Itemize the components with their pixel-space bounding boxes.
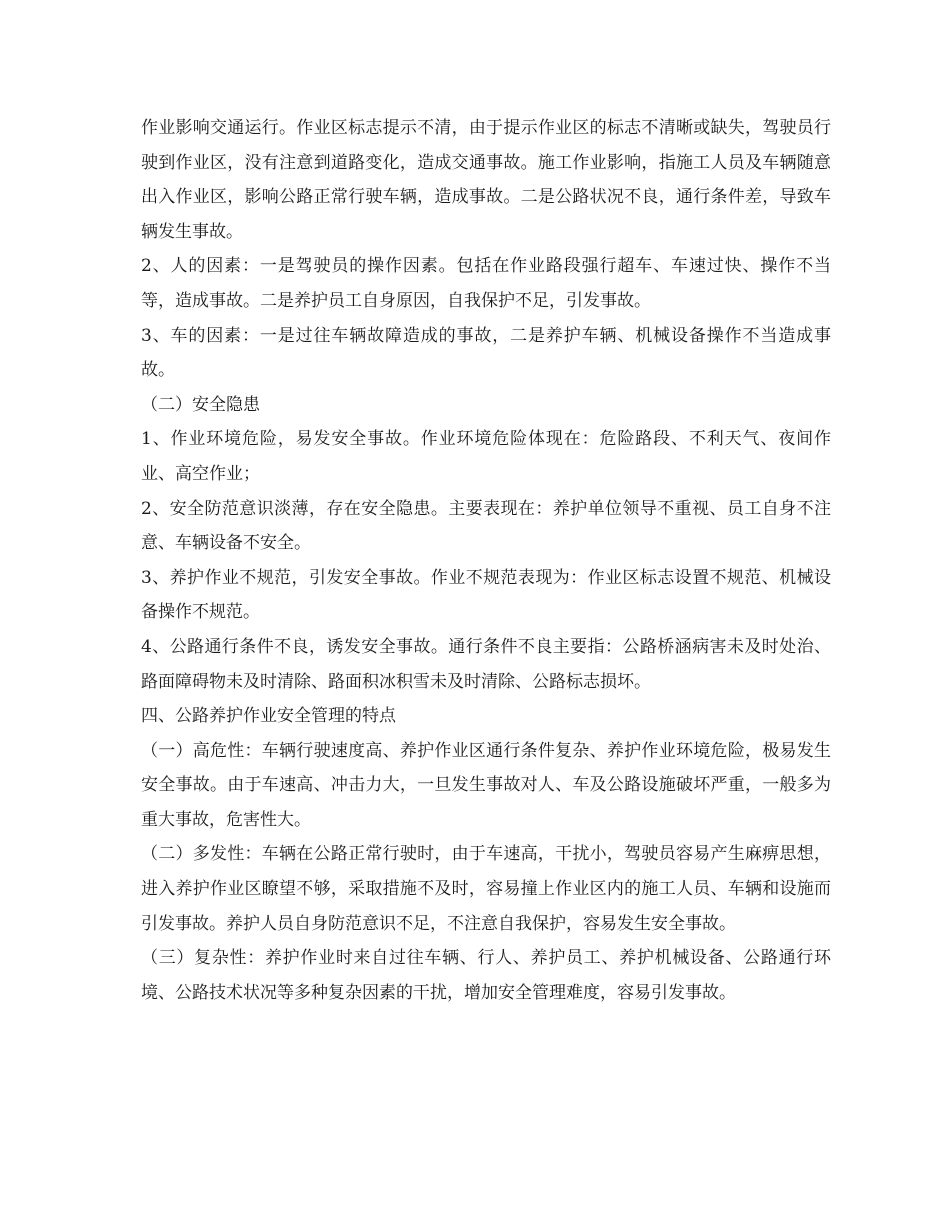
paragraph-complexity: （三）复杂性：养护作业时来自过往车辆、行人、养护员工、养护机械设备、公路通行环境、公路技术状况等多种复杂因素的干扰，增加安全管理难度，容易引发事故。 [141, 948, 831, 1003]
paragraph-vehicle-factors: 3、车的因素：一是过往车辆故障造成的事故，二是养护车辆、机械设备操作不当造成事故。 [141, 325, 831, 381]
paragraph-high-risk: （一）高危性：车辆行驶速度高、养护作业区通行条件复杂、养护作业环境危险，极易发生安全事故。由于车速高、冲击力大，一旦发生事故对人、车及公路设施破坏严重，一般多为重大事故，危害性大。 [141, 740, 831, 830]
paragraph-hazard-4: 4、公路通行条件不良，诱发安全事故。通行条件不良主要指：公路桥涵病害未及时处治、路面障碍物未及时清除、路面积冰积雪未及时清除、公路标志损坏。 [141, 636, 831, 692]
document-body [141, 111, 831, 1010]
paragraph-hazard-2: 2、安全防范意识淡薄，存在安全隐患。主要表现在：养护单位领导不重视、员工自身不注意、车辆设备不安全。 [141, 498, 831, 554]
paragraph-hazard-3: 3、养护作业不规范，引发安全事故。作业不规范表现为：作业区标志设置不规范、机械设备操作不规范。 [141, 567, 831, 623]
paragraph-traffic-impact: 作业影响交通运行。作业区标志提示不清，由于提示作业区的标志不清晰或缺失，驾驶员行驶到作业区，没有注意到道路变化，造成交通事故。施工作业影响，指施工人员及车辆随意出入作业区，影响公路正常行驶车辆，造成事故。二是公路状况不良，通行条件差，导致车辆发生事故。 [141, 118, 831, 242]
section-heading-management-features: 四、公路养护作业安全管理的特点 [141, 706, 396, 727]
section-heading-safety-hazards: （二）安全隐患 [141, 394, 260, 415]
paragraph-hazard-1: 1、作业环境危险，易发安全事故。作业环境危险体现在：危险路段、不利天气、夜间作业、高空作业； [141, 429, 831, 484]
paragraph-human-factors: 2、人的因素：一是驾驶员的操作因素。包括在作业路段强行超车、车速过快、操作不当等，造成事故。二是养护员工自身原因，自我保护不足，引发事故。 [141, 256, 831, 311]
paragraph-high-frequency: （二）多发性：车辆在公路正常行驶时，由于车速高，干扰小，驾驶员容易产生麻痹思想，进入养护作业区瞭望不够，采取措施不及时，容易撞上作业区内的施工人员、车辆和设施而引发事故。养护人员自身防范意识不足，不注意自我保护，容易发生安全事故。 [141, 844, 831, 934]
